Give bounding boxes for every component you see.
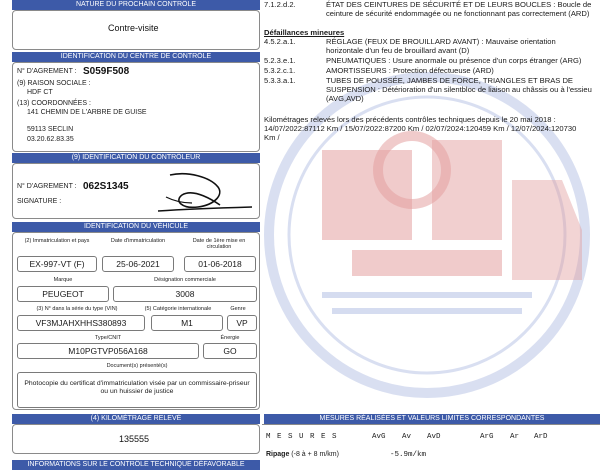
controller-signature-label: SIGNATURE : bbox=[17, 198, 62, 205]
next-control-box bbox=[12, 10, 260, 50]
mileage-value: 135555 bbox=[119, 434, 150, 444]
measures-col-label: M E S U R E S bbox=[266, 433, 338, 441]
controller-agreement-value: 062S1345 bbox=[83, 181, 129, 192]
ripage-row bbox=[266, 451, 339, 458]
next-control-value: Contre-visite bbox=[108, 23, 159, 33]
center-raison-value: HDF CT bbox=[27, 89, 53, 96]
center-address: 141 CHEMIN DE L'ARBRE DE GUISE bbox=[27, 109, 147, 116]
center-agreement-label: N° D'AGREMENT : bbox=[17, 68, 77, 75]
commercial-label: Désignation commerciale bbox=[154, 277, 216, 283]
defect-4-5-2-a-1: 4.5.2.a.1. RÉGLAGE (FEUX DE BROUILLARD AVANT) : Mauvaise orientation horizontale d'un feu de brouillard avant (D) bbox=[264, 37, 556, 55]
first-date-value: 01-06-2018 bbox=[184, 256, 256, 272]
ripage-value: -5.9m/km bbox=[390, 451, 427, 459]
controller-header: (9) IDENTIFICATION DU CONTRÔLEUR bbox=[12, 153, 260, 163]
measures-col-av: Av bbox=[402, 433, 412, 441]
genre-value: VP bbox=[227, 315, 257, 331]
km-history: Kilométrages relevés lors des précédents contrôles techniques depuis le 20 mai 2018 : 14/07/2022:87112 Km / 15/07/2022:87200 Km / 02/07/2024:120459 Km / 12/07/2024:120730 Km / bbox=[264, 115, 577, 142]
commercial-value: 3008 bbox=[113, 286, 257, 302]
type-value: M10PGTVP056A168 bbox=[17, 343, 199, 359]
minor-title: Défaillances mineures bbox=[264, 28, 345, 37]
center-coord-label: (13) COORDONNÉES : bbox=[17, 100, 91, 107]
center-raison-label: (9) RAISON SOCIALE : bbox=[17, 80, 91, 87]
mileage-header: (4) KILOMÉTRAGE RELEVÉ bbox=[12, 414, 260, 424]
category-label: (5) Catégorie internationale bbox=[144, 306, 212, 312]
center-city: 59113 SECLIN bbox=[27, 126, 74, 133]
ripage-label: Ripage bbox=[266, 451, 290, 458]
ripage-limit: (-8 à + 8 m/km) bbox=[291, 451, 339, 458]
measures-col-ar: Ar bbox=[510, 433, 520, 441]
type-label: Type/CNIT bbox=[94, 335, 122, 341]
controller-box bbox=[12, 163, 260, 219]
reg-value: EX-997-VT (F) bbox=[17, 256, 97, 272]
genre-label: Genre bbox=[230, 306, 246, 312]
reg-date-value: 25-06-2021 bbox=[102, 256, 174, 272]
vin-label: (3) N° dans la série du type (VIN) bbox=[36, 306, 118, 312]
center-phone: 03.20.62.83.35 bbox=[27, 136, 74, 143]
info-header: INFORMATIONS SUR LE CONTRÔLE TECHNIQUE DÉFAVORABLE bbox=[12, 460, 260, 470]
defect-5-3-2-c-1: 5.3.2.c.1. AMORTISSEURS : Protection défectueuse (ARD) bbox=[264, 66, 494, 75]
center-header: IDENTIFICATION DU CENTRE DE CONTRÔLE bbox=[12, 52, 260, 62]
energy-value: GO bbox=[203, 343, 257, 359]
measures-header: MESURES RÉALISÉES ET VALEURS LIMITES CORRESPONDANTES bbox=[264, 414, 600, 424]
defect-5-3-3-a-1: 5.3.3.a.1. TUBES DE POUSSÉE, JAMBES DE FORCE, TRIANGLES ET BRAS DE SUSPENSION : Détérioration d'un silentbloc de liaison au châssis ou à l'essieu (AVG,AVD) bbox=[264, 76, 592, 103]
defect-7-1-2-d-2: 7.1.2.d.2. ÉTAT DES CEINTURES DE SÉCURITÉ ET DE LEURS BOUCLES : Boucle de ceinture de sécurité endommagée ou ne fonctionnant pas correctement (ARD) bbox=[264, 0, 592, 18]
center-box bbox=[12, 62, 260, 152]
next-control-header: NATURE DU PROCHAIN CONTRÔLE bbox=[12, 0, 260, 10]
reg-date-label: Date d'immatriculation bbox=[110, 238, 166, 244]
measures-col-arg: ArG bbox=[480, 433, 494, 441]
first-date-label: Date de 1ère mise en circulation bbox=[192, 238, 246, 250]
vehicle-box bbox=[12, 232, 260, 410]
controller-agreement-label: N° D'AGREMENT : bbox=[17, 183, 77, 190]
watermark-emblem bbox=[262, 60, 600, 410]
category-value: M1 bbox=[151, 315, 223, 331]
brand-value: PEUGEOT bbox=[17, 286, 109, 302]
center-agreement-value: S059F508 bbox=[83, 66, 130, 77]
measures-col-avg: AvG bbox=[372, 433, 386, 441]
defect-5-2-3-e-1: 5.2.3.e.1. PNEUMATIQUES : Usure anormale ou présence d'un corps étranger (ARG) bbox=[264, 56, 582, 65]
vin-value: VF3MJAHXHHS380893 bbox=[17, 315, 145, 331]
measures-col-ard: ArD bbox=[534, 433, 548, 441]
docs-label: Document(s) présenté(s) bbox=[106, 363, 168, 369]
brand-label: Marque bbox=[53, 277, 73, 283]
measures-col-avd: AvD bbox=[427, 433, 441, 441]
reg-label: (2) Immatriculation et pays bbox=[24, 238, 90, 244]
measures-box bbox=[262, 424, 600, 470]
energy-label: Énergie bbox=[220, 335, 240, 341]
signature-image bbox=[148, 167, 258, 215]
docs-value: Photocopie du certificat d'immatriculation visée par un commissaire-priseur ou un huissier de justice bbox=[17, 372, 257, 408]
mileage-box bbox=[12, 424, 260, 454]
vehicle-header: IDENTIFICATION DU VÉHICULE bbox=[12, 222, 260, 232]
